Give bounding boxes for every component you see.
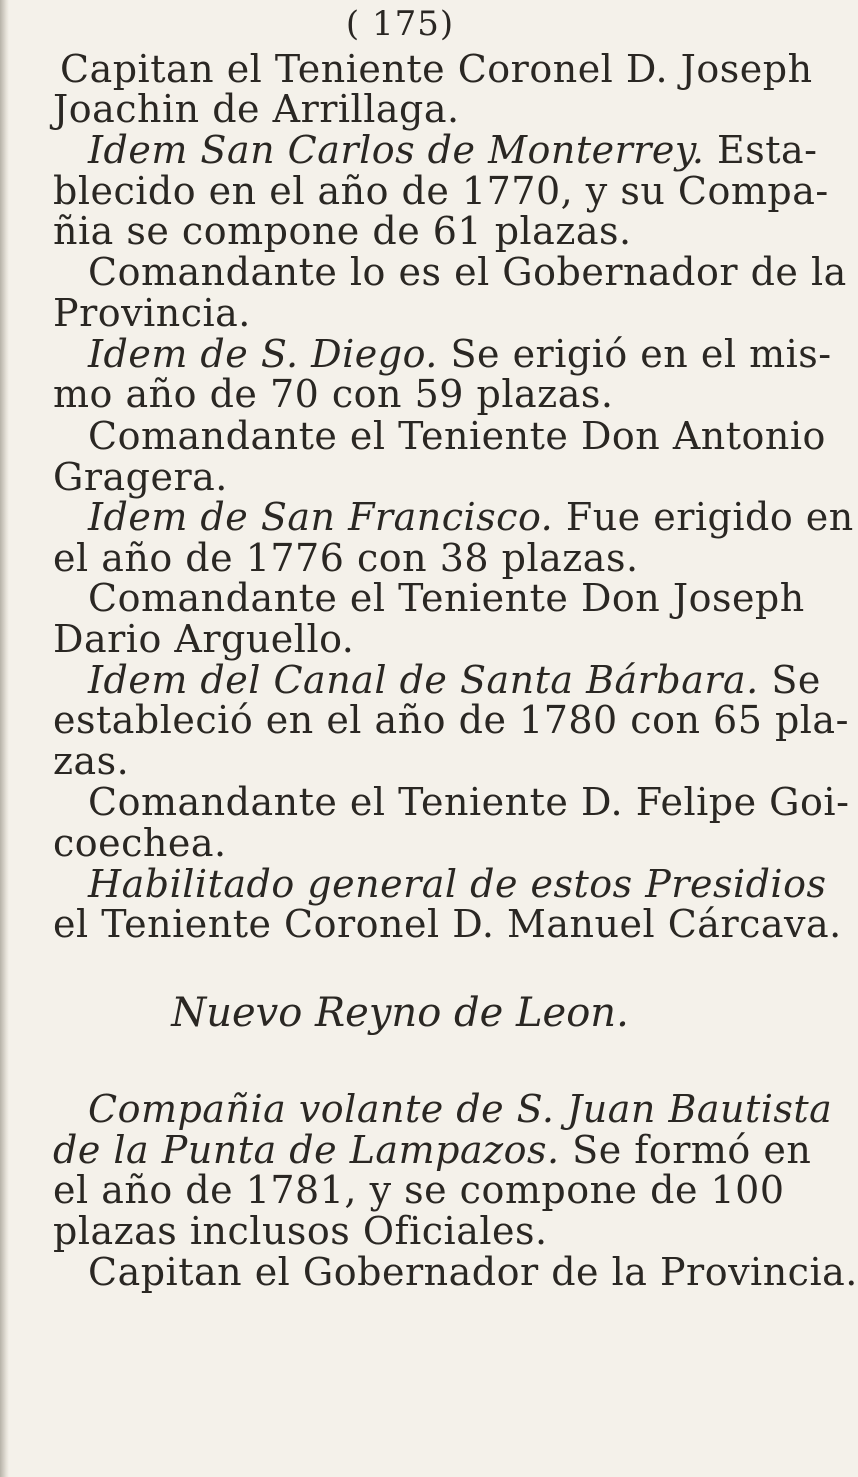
text-line: Dario Arguello. [53, 617, 355, 661]
text-line: blecido en el año de 1770, y su Compa- [53, 169, 829, 213]
text-line: Comandante el Teniente D. Felipe Goi- [88, 780, 850, 824]
page-number: ( 175) [345, 4, 455, 44]
entry-line: Idem del Canal de Santa Bárbara. Se [88, 658, 821, 702]
text-line: Comandante el Teniente Don Antonio [88, 414, 826, 458]
text-line: Comandante el Teniente Don Joseph [88, 576, 805, 620]
page-spine-shadow [0, 0, 9, 1477]
text-line: mo año de 70 con 59 plazas. [53, 372, 614, 416]
text-line: plazas inclusos Oficiales. [53, 1209, 548, 1253]
section-heading: Nuevo Reyno de Leon. [171, 990, 629, 1036]
text-line: Capitan el Gobernador de la Provincia. [88, 1250, 858, 1294]
text-line: coechea. [53, 821, 227, 865]
text-line: zas. [53, 739, 130, 783]
entry-line: Idem San Carlos de Monterrey. Esta- [88, 128, 818, 172]
text-line: ñia se compone de 61 plazas. [53, 209, 632, 253]
text-line: estableció en el año de 1780 con 65 pla- [53, 698, 849, 742]
text-line: el año de 1776 con 38 plazas. [53, 536, 639, 580]
text-line: el año de 1781, y se compone de 100 [53, 1168, 785, 1212]
text-line: el Teniente Coronel D. Manuel Cárcava. [53, 902, 842, 946]
text-line: Joachin de Arrillaga. [53, 87, 460, 131]
text-line: Provincia. [53, 291, 251, 335]
entry-line: Idem de San Francisco. Fue erigido en [88, 495, 854, 539]
text-line: Capitan el Teniente Coronel D. Joseph [60, 47, 813, 91]
entry-line: Idem de S. Diego. Se erigió en el mis- [88, 332, 832, 376]
entry-line: Compañia volante de S. Juan Bautista [88, 1087, 833, 1131]
text-line: Comandante lo es el Gobernador de la [88, 250, 847, 294]
entry-line: de la Punta de Lampazos. Se formó en [53, 1128, 812, 1172]
text-line: Gragera. [53, 455, 228, 499]
entry-line: Habilitado general de estos Presidios [88, 862, 827, 906]
